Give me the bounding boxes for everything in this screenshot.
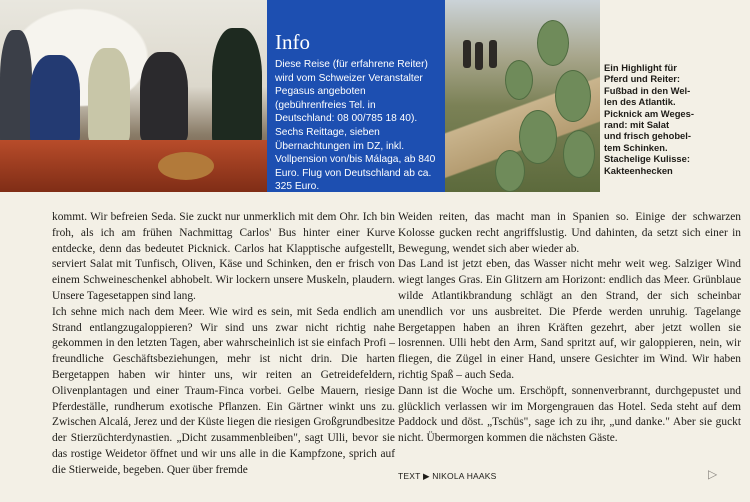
credit-label: TEXT <box>398 471 421 481</box>
picnic-table <box>0 140 267 192</box>
cactus-pad <box>537 20 569 66</box>
photo-rider <box>463 40 471 68</box>
cactus-pad <box>519 110 557 164</box>
next-page-arrow-icon: ▷ <box>708 467 718 481</box>
credit-arrow-icon: ▶ <box>422 471 430 481</box>
photo-rider <box>489 40 497 68</box>
bread-loaf <box>158 152 214 180</box>
photo-figure <box>88 48 130 143</box>
info-title: Info <box>275 30 310 54</box>
photo-caption: Ein Highlight für Pferd und Reiter: Fußbad in den Wel- len des Atlantik. Picknick am Weges- rand: mit Salat und frisch gehobel- tem Schinken. Stachelige Kulisse: Kakteenhecken <box>604 62 694 176</box>
cactus-pad <box>505 60 533 100</box>
photo-rider <box>475 42 483 70</box>
photo-figure <box>0 30 32 150</box>
cactus-pad <box>495 150 525 192</box>
picnic-photo <box>0 0 267 192</box>
cactus-pad <box>563 130 595 178</box>
paragraph: Ich sehne mich nach dem Meer. Wie wird es sein, mit Seda endlich am Strand entlangzugaloppieren? Wir sind uns zwar nicht richtig nahe gekommen in den letzten Tagen, aber wahrscheinlich ist sie einfach Profi – freundliche Geschäftsbeziehungen, mehr ist nicht drin. Die harten Bergetappen haben wir hinter uns, wir reiten an Getreidefeldern, Olivenplantagen und einer Traum-Finca vorbei. Gelbe Mauern, riesige Pferdeställe, rundherum exotische Pflanzen. Ein Gärtner winkt uns zu. Zwischen Alcalá, Jerez und der Küste liegen die riesigen Großgrundbesitze der Stierzüchterdynastien. „Dicht zusammenbleiben", sagt Ulli, bevor sie das rostige Weidetor öffnet und wir uns alle in die Kampfzone, sprich auf die Stierweide, begeben. Quer über fremde <box>52 305 395 476</box>
cactus-riders-photo <box>445 0 600 192</box>
info-text: Diese Reise (für erfahrene Reiter) wird vom Schweizer Veranstalter Pegasus angeboten (gebührenfreies Tel. in Deutschland: 08 00/785 18 40). Sechs Reittage, sieben Übernachtungen im DZ, inkl. Vollpension von/bis Málaga, ab 840 Euro. Flug von Deutschland ab ca. 325 Euro. <box>275 59 436 193</box>
paragraph: kommt. Wir befreien Seda. Sie zuckt nur unmerklich mit dem Ohr. Ich bin froh, als ich am frühen Nachmittag Carlos' Bus hinter einer Kurve entdecke, denn das bedeutet Picknick. Carlos hat Klapptische aufgestellt, serviert Salat mit Tunfisch, Oliven, Käse und Schinken, den er frisch von einem Schweineschenkel abhobelt. Wir lockern unsere Muskeln, plaudern. Unsere Tagesetappen sind lang. <box>52 211 395 302</box>
author-credit <box>398 471 497 482</box>
photo-figure <box>30 55 80 145</box>
paragraph: Das Land ist jetzt eben, das Wasser nicht mehr weit weg. Salziger Wind wiegt langes Gras. Ein Glitzern am Horizont: endlich das Meer. Grünblaue wilde Atlantikbrandung schlägt an den Strand, der sich scheinbar unendlich vor uns ausbreitet. Die Pferde werden unruhig. Tagelange Bergetappen haben an ihren Kräften gezehrt, aber jetzt wollen sie losrennen. Ulli hebt den Arm, Sand spritzt auf, wir galoppieren, nein, wir fliegen, die Zügel in einer Hand, unsere Gesichter im Wind. Wir haben richtig Spaß – auch Seda. <box>398 258 741 381</box>
photo-figure <box>212 28 262 148</box>
paragraph: Dann ist die Woche um. Erschöpft, sonnenverbrannt, durchgepustet und glücklich verlassen wir im Morgengrauen das Hotel. Seda steht auf dem Paddock und döst. „Tschüs", sage ich zu ihr, „und danke." Aber sie guckt nicht. Übermorgen kommen die nächsten Gäste. <box>398 384 741 445</box>
article-column-left <box>52 210 395 479</box>
info-box <box>267 0 445 192</box>
cactus-pad <box>555 70 591 122</box>
photo-band <box>0 0 750 192</box>
photo-figure <box>140 52 188 142</box>
credit-author: NIKOLA HAAKS <box>432 471 497 481</box>
paragraph: Weiden reiten, das macht man in Spanien so. Einige der schwarzen Kolosse gucken recht angriffslustig. Und dahinten, da setzt sich einer in Bewegung, wendet sich aber wieder ab. <box>398 211 741 255</box>
article-column-right <box>398 210 741 447</box>
